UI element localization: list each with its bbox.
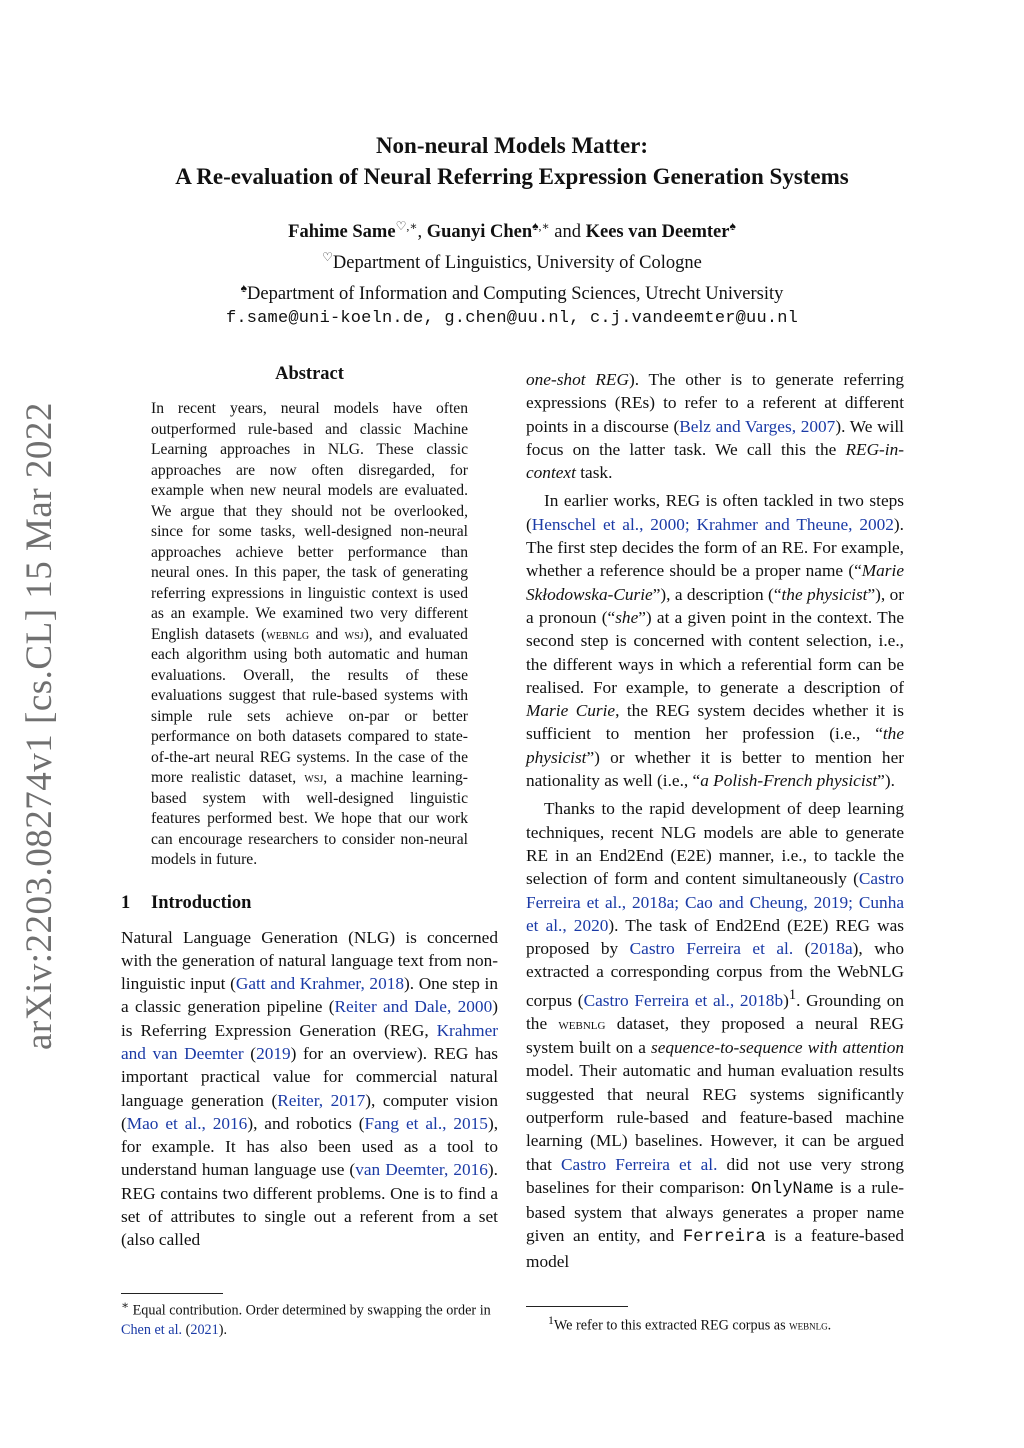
section-heading-introduction — [121, 893, 498, 914]
citation-link[interactable]: 2018a — [810, 939, 853, 959]
author-1: Fahime Same — [288, 222, 396, 243]
author-2-mark: ♠,∗ — [532, 219, 550, 233]
citation-link[interactable]: Reiter and Dale, 2000 — [334, 997, 493, 1017]
intro-paragraph-1: Natural Language Generation (NLG) is concerned with the generation of natural language text from non-linguistic input (Gatt and Krahmer, 2018). One step in a classic generation pipeline (Reiter and Dale, 2000) is Referring Expression Generation (REG, Krahmer and van Deemter (2019) for an overview). REG has important practical value for commercial natural language generation (Reiter, 2017), computer vision (Mao et al., 2016), and robotics (Fang et al., 2015), for example. It has also been used as a tool to understand human language use (van Deemter, 2016). REG contains two different problems. One is to find a set of attributes to single out a referent from a set (also called — [121, 927, 499, 1250]
citation-link[interactable]: 2021 — [190, 1321, 219, 1338]
section-number: 1 — [121, 892, 131, 913]
footnote-1: $^1$We refer to this extracted REG corpus as webnlg. — [548, 1313, 832, 1334]
paper-title-line-1: Non-neural Models Matter: — [375, 133, 649, 158]
citation-link[interactable]: van Deemter, 2016 — [355, 1160, 488, 1180]
affiliation-1-text: Department of Linguistics, University of Cologne — [332, 253, 702, 274]
citation-link[interactable]: Krahmer and van Deemter — [121, 1020, 498, 1063]
spade-icon: ♠ — [240, 281, 247, 296]
citation-link[interactable]: Mao et al., 2016 — [126, 1113, 248, 1133]
affiliation-2 — [120, 276, 904, 307]
intro-paragraph-2: In earlier works, REG is often tackled in two steps (Henschel et al., 2000; Krahmer and Theune, 2002). The first step decides the form of an RE. For example, whether a reference should be a proper name (“Marie Skłodowska-Curie”), a description (“the physicist”), or a pronoun (“she”) at a given point in the context. The second step is concerned with content selection, i.e., the different ways in which a referential form can be realised. For example, to generate a description of Marie Curie, the REG system decides whether it is sufficient to mention her profession (i.e., “the physicist”) or whether it is better to mention her nationality as well (i.e., “a Polish-French physicist”). — [526, 491, 905, 791]
author-1-mark: ♡,∗ — [395, 219, 418, 233]
author-2: Guanyi Chen — [426, 222, 533, 243]
citation-link[interactable]: Fang et al., 2015 — [364, 1113, 488, 1133]
affiliation-1 — [120, 245, 904, 276]
citation-link[interactable]: 2019 — [256, 1043, 291, 1063]
citation-link[interactable]: Henschel et al., 2000; Krahmer and Theune, 2002 — [531, 514, 894, 534]
section-title: Introduction — [151, 892, 252, 913]
citation-link[interactable]: Castro Ferreira et al., 2018a; Cao and Cheung, 2019; Cunha et al., 2020 — [526, 869, 904, 935]
author-list — [120, 214, 904, 245]
author-and: and — [549, 222, 586, 243]
citation-link[interactable]: Gatt and Krahmer, 2018 — [235, 974, 404, 994]
left-column — [121, 364, 498, 1252]
footnote-rule-left — [121, 1293, 223, 1294]
footnote-rule-right — [526, 1306, 628, 1307]
title-block — [120, 130, 904, 331]
paper-title-line-2: A Re-evaluation of Neural Referring Expression Generation Systems — [175, 164, 849, 189]
author-3: Kees van Deemter — [585, 222, 730, 243]
affiliation-2-text: Department of Information and Computing Sciences, Utrecht University — [247, 284, 784, 305]
intro-paragraph-1-continued: one-shot REG). The other is to generate referring expressions (REs) to refer to a referent at different points in a discourse (Belz and Varges, 2007). We will focus on the latter task. We call this the REG-in-context task. — [526, 370, 904, 483]
citation-link[interactable]: Belz and Varges, 2007 — [679, 416, 836, 436]
footnote-equal-contribution: ∗ Equal contribution. Order determined by swapping the order in Chen et al. (2021). — [121, 1298, 491, 1338]
citation-link[interactable]: Reiter, 2017 — [277, 1090, 366, 1110]
citation-link[interactable]: Castro Ferreira et al., 2018b — [583, 990, 784, 1010]
author-3-mark: ♠ — [729, 219, 736, 233]
system-name-ferreira: Ferreira — [682, 1228, 766, 1248]
citation-link[interactable]: Chen et al. — [121, 1321, 183, 1338]
arxiv-identifier-stamp: arXiv:2203.08274v1 [cs.CL] 15 Mar 2022 — [19, 402, 60, 1050]
abstract-heading: Abstract — [275, 364, 344, 384]
author-separator: , — [417, 222, 427, 243]
citation-link[interactable]: Castro Ferreira et al. — [561, 1154, 718, 1174]
intro-paragraph-3: Thanks to the rapid development of deep learning techniques, recent NLG models are able to generate RE in an End2End (E2E) manner, i.e., to tackle the selection of form and content simultaneously (Castro Ferreira et al., 2018a; Cao and Cheung, 2019; Cunha et al., 2020). The task of End2End (E2E) REG was proposed by Castro Ferreira et al. (2018a), who extracted a corresponding corpus from the WebNLG corpus (Castro Ferreira et al., 2018b)$^1$. Grounding on the webnlg dataset, they proposed a neural REG system built on a sequence-to-sequence with attention model. Their automatic and human evaluation results suggested that neural REG systems significantly outperform rule-based and feature-based machine learning (ML) baselines. However, it can be argued that Castro Ferreira et al. did not use very strong baselines for their comparison: OnlyName is a rule-based system that always generates a proper name given an entity, and Ferreira is a feature-based model — [526, 799, 905, 1271]
footnote-marker[interactable]: 1 — [788, 986, 797, 1003]
abstract-text: In recent years, neural models have often outperformed rule-based and classic Machine Learning approaches in NLG. These classic approaches are now often disregarded, for example when new neural models are evaluated. We argue that they should not be overlooked, since for some tasks, well-designed non-neural approaches achieve better performance than neural ones. In this paper, the task of generating referring expressions in linguistic context is used as an example. We examined two very different English datasets (webnlg and wsj), and evaluated each algorithm using both automatic and human evaluations. Overall, the results of these evaluations suggest that rule-based systems with simple rule sets achieve on-par or better performance on both datasets compared to state-of-the-art neural REG systems. In the case of the more realistic dataset, wsj, a machine learning-based system with well-designed linguistic features performed best. We hope that our work can encourage researchers to consider non-neural models in future. — [151, 400, 468, 868]
heart-icon: ♡ — [322, 250, 333, 265]
right-column — [526, 368, 904, 1273]
system-name-onlyname: OnlyName — [750, 1179, 834, 1199]
author-emails: f.same@uni-koeln.de, g.chen@uu.nl, c.j.vandeemter@uu.nl — [225, 309, 799, 329]
citation-link[interactable]: Castro Ferreira et al. — [629, 939, 794, 959]
